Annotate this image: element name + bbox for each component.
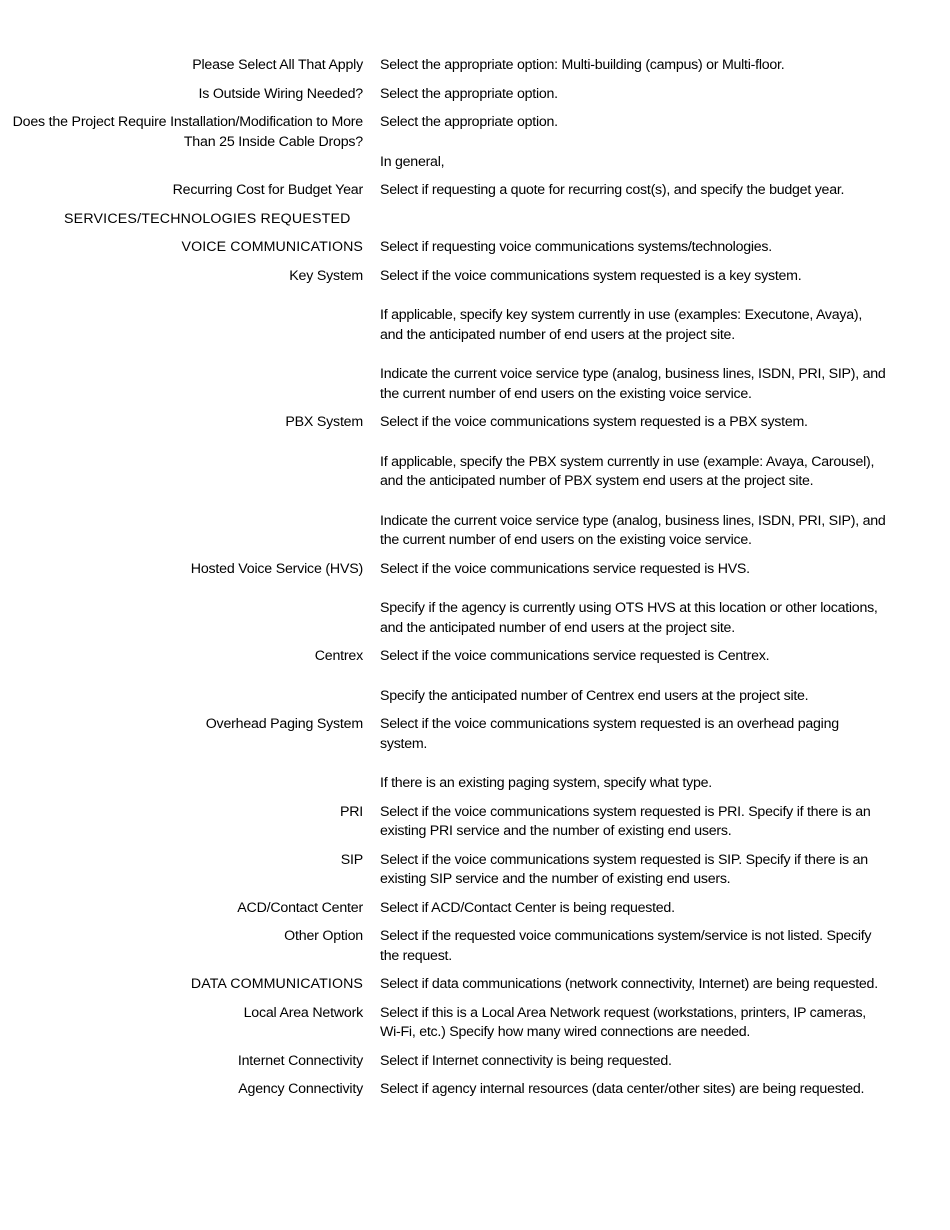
description-paragraph: Select if the voice communications system requested is a PBX system. (380, 414, 808, 430)
row-acd-contact-center (0, 899, 950, 919)
description-paragraph: Specify if the agency is currently using OTS HVS at this location or other locations, and the anticipated number of end users at the project site. (380, 600, 878, 636)
row-label: ACD/Contact Center (237, 899, 363, 916)
row-label: VOICE COMMUNICATIONS (181, 239, 363, 255)
row-label: Is Outside Wiring Needed? (198, 85, 363, 102)
row-data-communications (0, 975, 950, 995)
row-label: SIP (340, 851, 363, 868)
row-internet-connectivity (0, 1052, 950, 1072)
row-outside-wiring (0, 85, 950, 105)
description-paragraph: Select if the voice communications system requested is a key system. (380, 267, 802, 284)
services-group (0, 238, 950, 1100)
project-options-group (0, 56, 950, 201)
description-paragraph: Specify the anticipated number of Centrex end users at the project site. (380, 687, 809, 704)
description-paragraph: In general, (380, 153, 445, 170)
row-description (380, 1080, 888, 1100)
row-description (380, 267, 888, 405)
row-description (380, 803, 888, 842)
row-label: Hosted Voice Service (HVS) (190, 560, 363, 577)
description-paragraph: Select if requesting voice communications systems/technologies. (380, 239, 772, 255)
row-overhead-paging (0, 715, 950, 794)
row-description (380, 647, 888, 706)
row-label: Does the Project Require Installation/Modification to More Than 25 Inside Cable Drops? (12, 114, 363, 150)
description-paragraph: Select the appropriate option. (380, 114, 558, 130)
section-heading: SERVICES/TECHNOLOGIES REQUESTED (64, 210, 351, 227)
row-pri (0, 803, 950, 842)
row-key-system (0, 267, 950, 405)
description-paragraph: If applicable, specify the PBX system currently in use (example: Avaya, Carousel), and the anticipated number of PBX system end users at the project site. (380, 453, 875, 489)
row-description (380, 851, 888, 890)
row-label: Local Area Network (243, 1004, 363, 1021)
row-description (380, 899, 888, 919)
row-description (380, 715, 888, 794)
row-other-option (0, 927, 950, 966)
description-paragraph: Select if the voice communications system requested is an overhead paging system. (380, 716, 839, 752)
row-label: Overhead Paging System (205, 716, 363, 732)
row-label: PBX System (285, 414, 363, 430)
row-description (380, 56, 888, 76)
row-label: Centrex (314, 648, 363, 664)
row-description (380, 181, 888, 201)
description-paragraph: If applicable, specify key system currently in use (examples: Executone, Avaya), and the anticipated number of end users at the project site. (380, 307, 863, 343)
row-label: Agency Connectivity (238, 1081, 363, 1097)
row-description (380, 1052, 888, 1072)
row-agency-connectivity (0, 1080, 950, 1100)
row-label: Other Option (284, 928, 363, 944)
description-paragraph: Select if the voice communications service requested is HVS. (380, 560, 750, 577)
description-paragraph: Indicate the current voice service type (analog, business lines, ISDN, PRI, SIP), and the current number of end users on the existing voice service. (380, 512, 886, 548)
row-local-area-network (0, 1004, 950, 1043)
row-label: Recurring Cost for Budget Year (172, 182, 363, 198)
row-description (380, 975, 888, 995)
row-label: Internet Connectivity (237, 1052, 363, 1069)
description-paragraph: Select the appropriate option. (380, 85, 558, 102)
row-description (380, 85, 888, 105)
row-description (380, 413, 888, 551)
description-paragraph: Indicate the current voice service type (analog, business lines, ISDN, PRI, SIP), and the current number of end users on the existing voice service. (380, 366, 886, 402)
row-centrex (0, 647, 950, 706)
row-select-all (0, 56, 950, 76)
description-paragraph: Select if ACD/Contact Center is being requested. (380, 899, 675, 916)
row-description (380, 1004, 888, 1043)
row-hosted-voice-service (0, 560, 950, 639)
description-paragraph: If there is an existing paging system, specify what type. (380, 775, 712, 791)
row-label: PRI (339, 803, 363, 820)
description-paragraph: Select if the requested voice communications system/service is not listed. Specify the request. (380, 928, 872, 964)
row-voice-communications (0, 238, 950, 258)
description-paragraph: Select if the voice communications system requested is PRI. Specify if there is an existing PRI service and the number of existing end users. (380, 803, 871, 839)
description-paragraph: Select if the voice communications service requested is Centrex. (380, 648, 770, 664)
description-paragraph: Select if agency internal resources (data center/other sites) are being requested. (380, 1081, 865, 1097)
description-paragraph: Select if Internet connectivity is being requested. (380, 1052, 672, 1069)
row-label: DATA COMMUNICATIONS (190, 976, 363, 992)
description-paragraph: Select if requesting a quote for recurring cost(s), and specify the budget year. (380, 182, 845, 198)
row-label: Please Select All That Apply (192, 57, 363, 73)
row-description (380, 238, 888, 258)
row-label: Key System (289, 267, 363, 284)
description-paragraph: Select if the voice communications system requested is SIP. Specify if there is an existing SIP service and the number of existing end users. (380, 851, 868, 887)
row-cable-drops (0, 113, 950, 172)
row-recurring-cost (0, 181, 950, 201)
description-paragraph: Select if this is a Local Area Network request (workstations, printers, IP cameras, Wi-Fi, etc.) Specify how many wired connections are needed. (380, 1004, 867, 1040)
row-description (380, 927, 888, 966)
row-description (380, 113, 888, 172)
row-pbx-system (0, 413, 950, 551)
row-sip (0, 851, 950, 890)
description-paragraph: Select the appropriate option: Multi-building (campus) or Multi-floor. (380, 57, 785, 73)
row-description (380, 560, 888, 639)
description-paragraph: Select if data communications (network connectivity, Internet) are being requested. (380, 976, 878, 992)
